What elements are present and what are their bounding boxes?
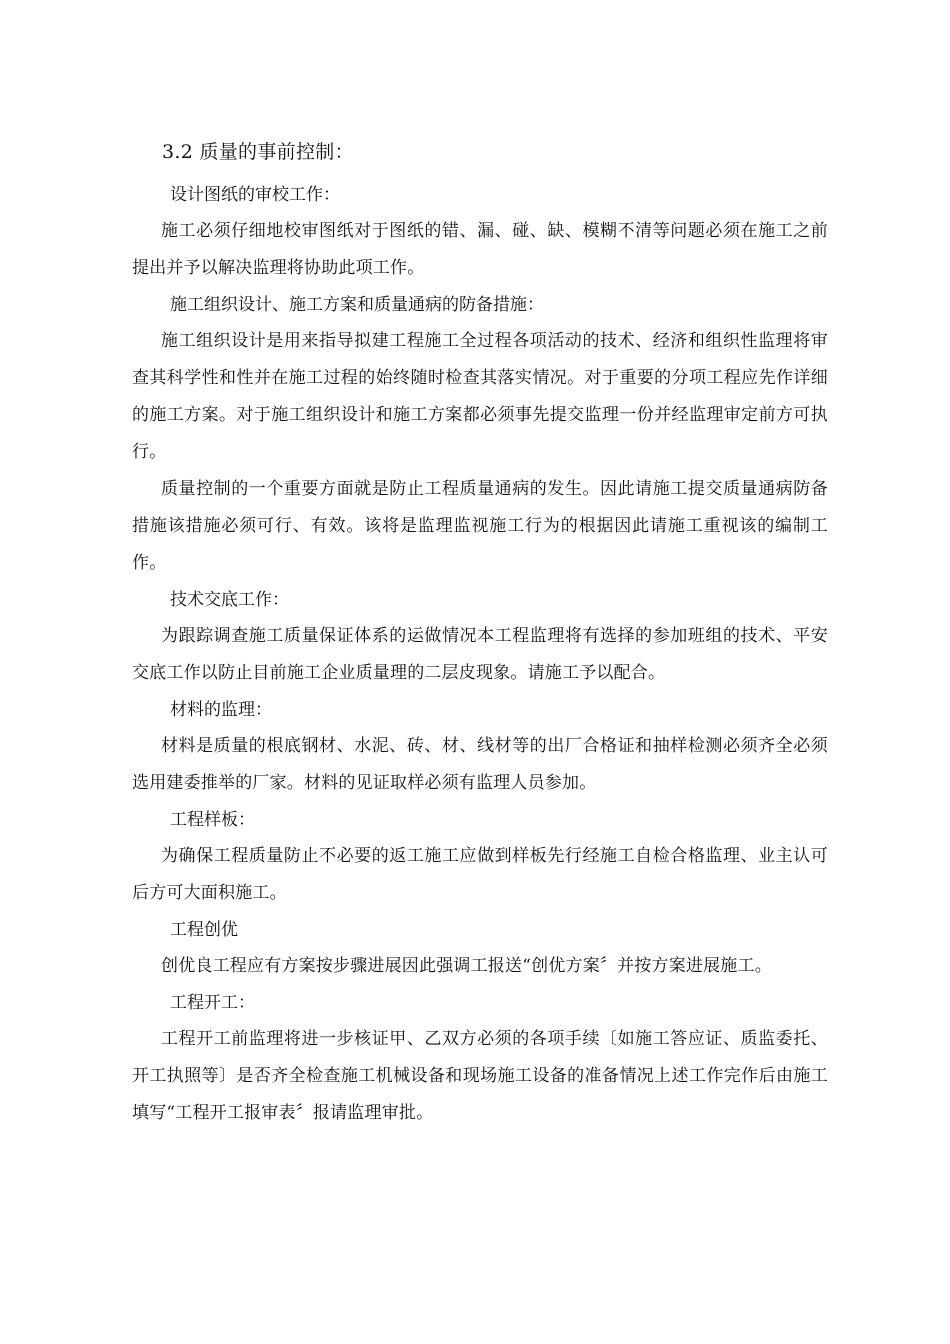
subheading: 工程开工： bbox=[170, 993, 255, 1013]
subheading: 工程创优 bbox=[170, 920, 238, 940]
subheading: 工程样板： bbox=[170, 810, 255, 830]
subheading: 技术交底工作： bbox=[170, 590, 289, 610]
block-design-drawings bbox=[132, 177, 828, 287]
subheading: 施工组织设计、施工方案和质量通病的防备措施： bbox=[170, 295, 544, 315]
paragraph: 工程开工前监理将进一步核证甲、乙双方必须的各项手续〔如施工答应证、质监委托、开工执照等〕是否齐全检查施工机械设备和现场施工设备的准备情况上述工作完作后由施工填写“工程开工报审表〞报请监理审批。 bbox=[132, 1029, 828, 1123]
paragraph: 质量控制的一个重要方面就是防止工程质量通病的发生。因此请施工提交质量通病防备措施该措施必须可行、有效。该将是监理监视施工行为的根据因此请施工重视该的编制工作。 bbox=[132, 479, 828, 573]
page-content bbox=[132, 135, 828, 1132]
paragraph: 为确保工程质量防止不必要的返工施工应做到样板先行经施工自检合格监理、业主认可后方可大面积施工。 bbox=[132, 846, 828, 903]
paragraph: 材料是质量的根底钢材、水泥、砖、材、线材等的出厂合格证和抽样检测必须齐全必须选用建委推举的厂家。材料的见证取样必须有监理人员参加。 bbox=[132, 736, 828, 793]
section-title: 3.2 质量的事前控制： bbox=[162, 141, 354, 163]
block-project-start bbox=[132, 985, 828, 1132]
block-material-supervision bbox=[132, 692, 828, 802]
subheading: 材料的监理： bbox=[170, 700, 272, 720]
subheading: 设计图纸的审校工作： bbox=[170, 185, 340, 205]
paragraph: 创优良工程应有方案按步骤进展因此强调工报送“创优方案〞并按方案进展施工。 bbox=[161, 956, 772, 976]
block-construction-organization bbox=[132, 287, 828, 582]
block-project-excellence bbox=[132, 912, 828, 985]
paragraph: 为跟踪调查施工质量保证体系的运做情况本工程监理将有选择的参加班组的技术、平安交底工作以防止目前施工企业质量理的二层皮现象。请施工予以配合。 bbox=[132, 626, 828, 683]
block-technical-briefing bbox=[132, 582, 828, 692]
paragraph: 施工组织设计是用来指导拟建工程施工全过程各项活动的技术、经济和组织性监理将审查其科学性和性并在施工过程的始终随时检查其落实情况。对于重要的分项工程应先作详细的施工方案。对于施工组织设计和施工方案都必须事先提交监理一份并经监理审定前方可执行。 bbox=[132, 331, 828, 462]
paragraph: 施工必须仔细地校审图纸对于图纸的错、漏、碰、缺、模糊不清等问题必须在施工之前提出并予以解决监理将协助此项工作。 bbox=[132, 221, 828, 278]
block-project-sample bbox=[132, 802, 828, 912]
